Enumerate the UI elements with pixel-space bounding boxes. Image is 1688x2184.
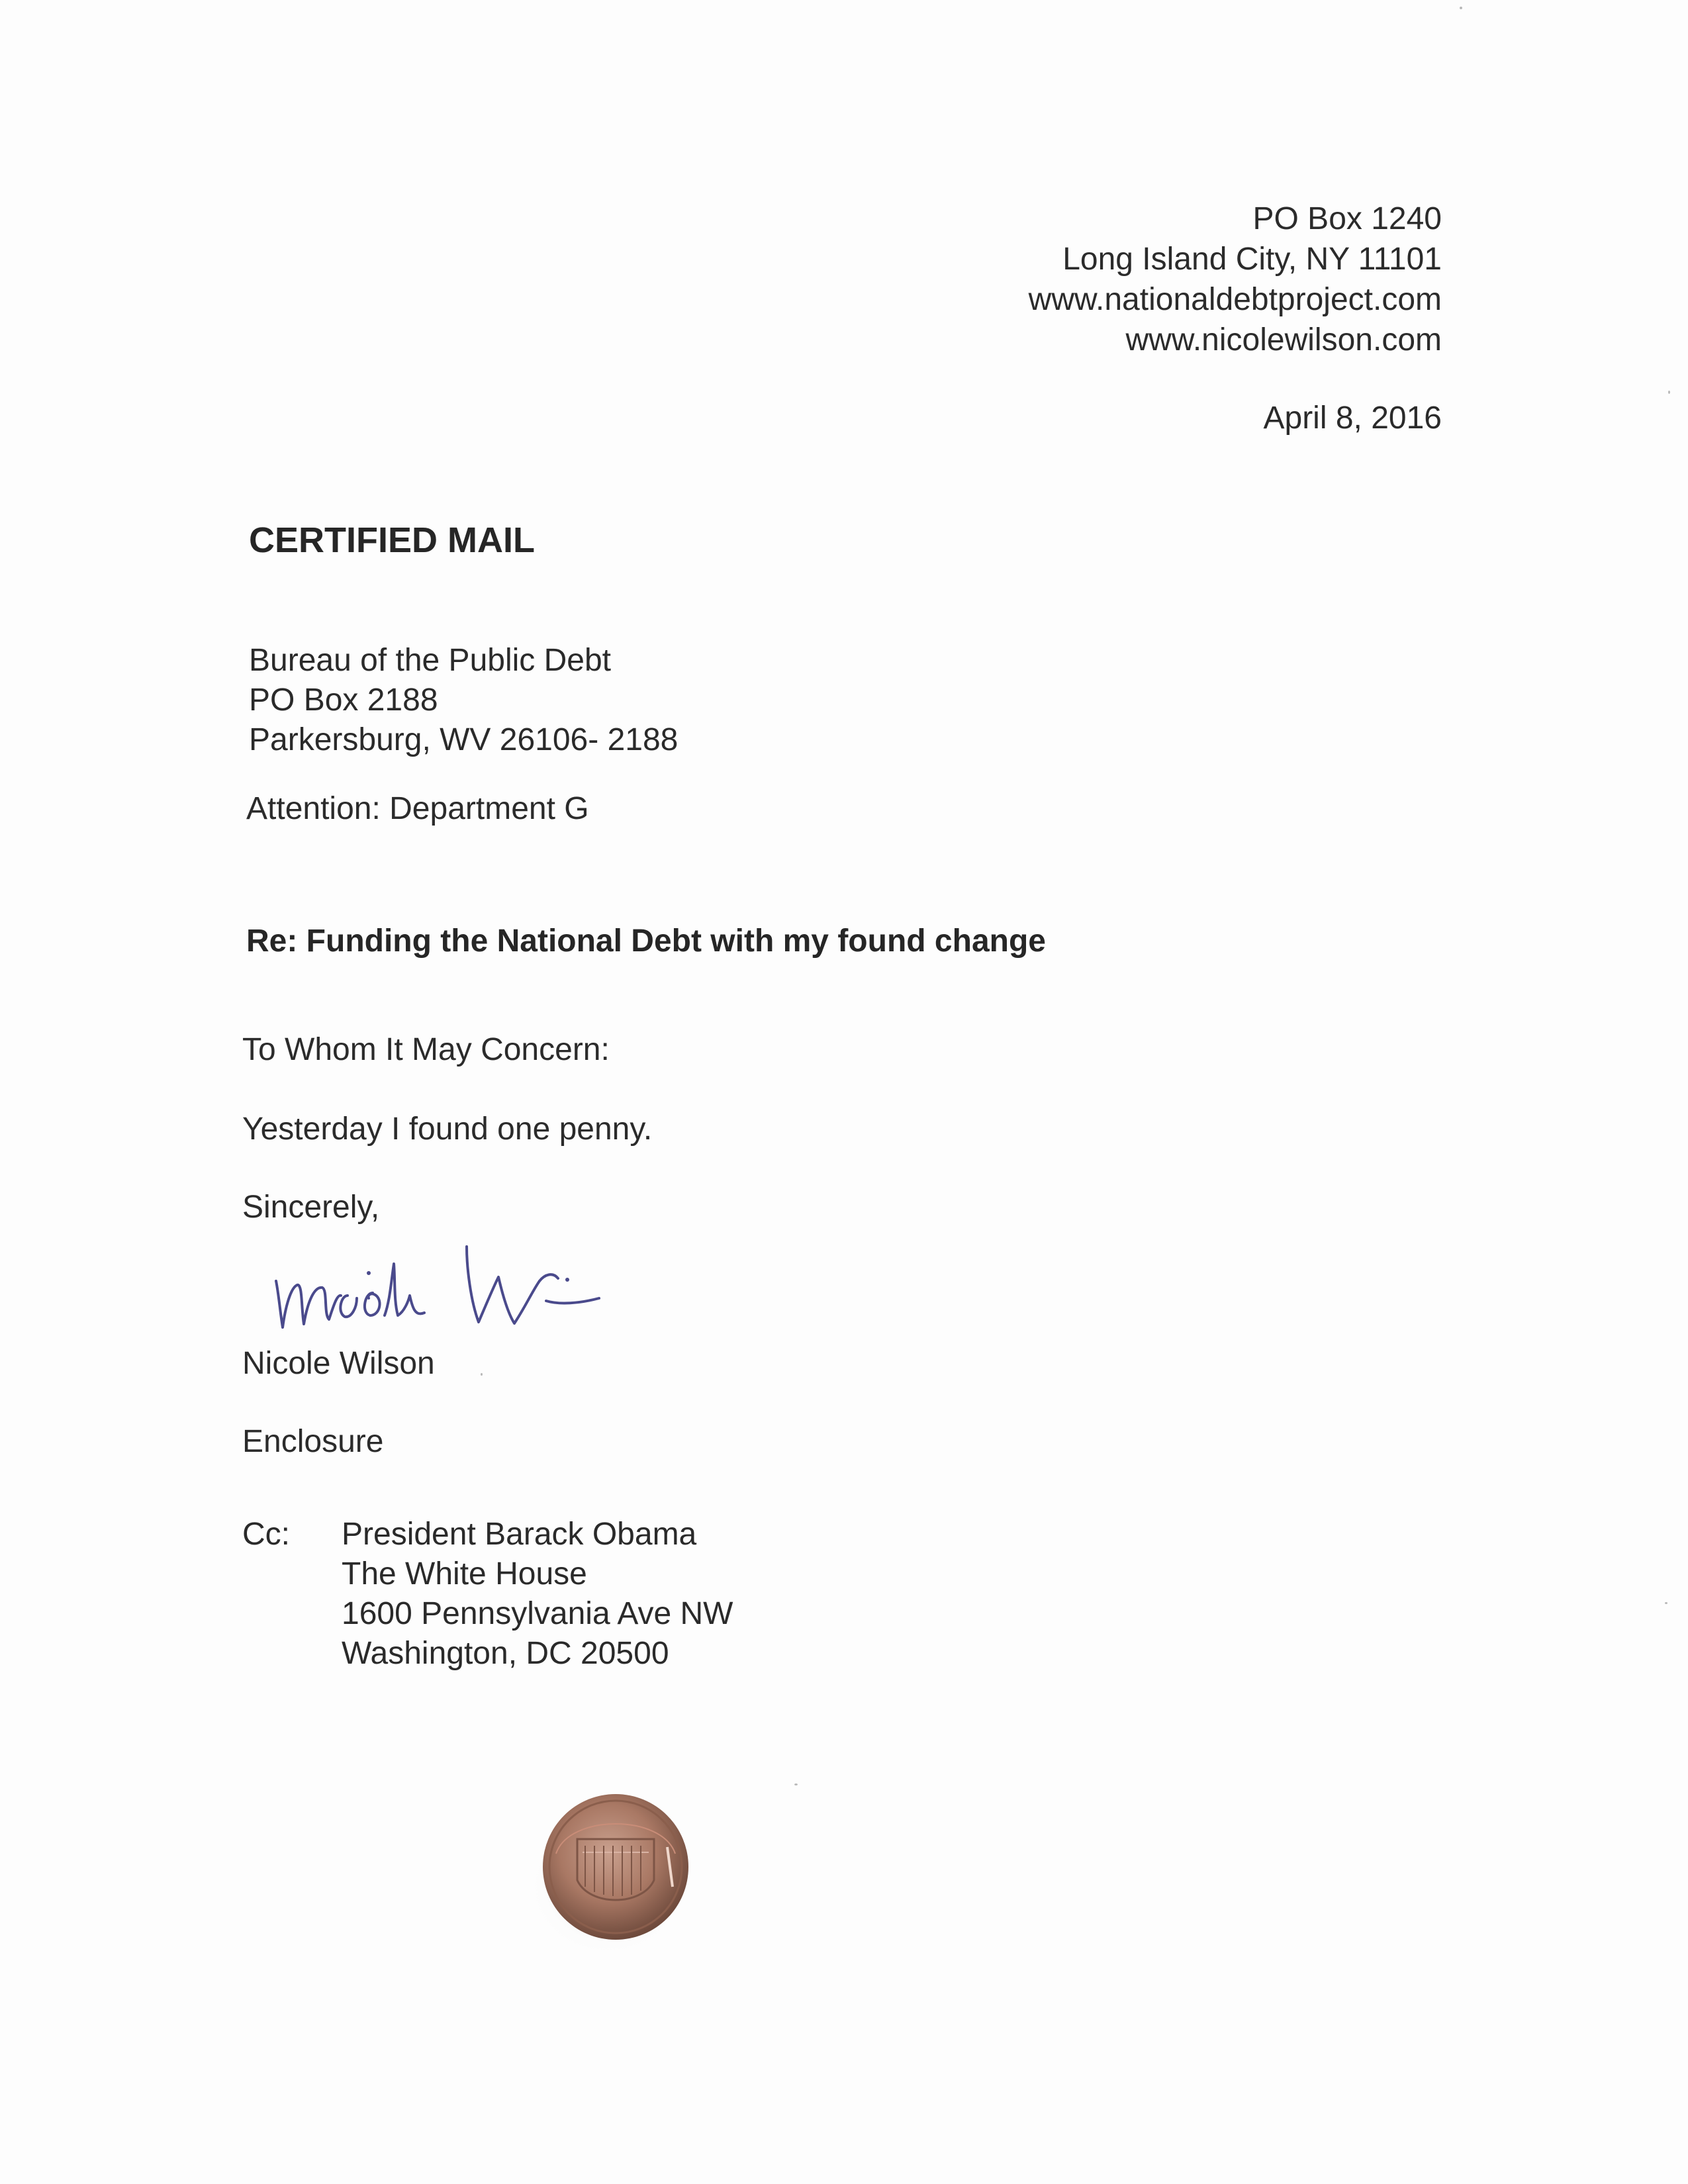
scan-speck <box>1460 7 1462 9</box>
signer-name: Nicole Wilson <box>242 1346 435 1381</box>
attention-line: Attention: Department G <box>246 791 589 826</box>
recipient-address-line: Bureau of the Public Debt <box>249 643 612 678</box>
penny-coin-icon <box>516 1774 715 1973</box>
recipient-address-line: PO Box 2188 <box>249 683 438 718</box>
body-message: Yesterday I found one penny. <box>242 1112 653 1147</box>
scan-speck <box>481 1373 483 1376</box>
recipient-address-line: Parkersburg, WV 26106- 2188 <box>249 722 679 757</box>
sender-address-line: PO Box 1240 <box>1252 201 1442 236</box>
sender-address-line: Long Island City, NY 11101 <box>1062 242 1442 277</box>
sender-address <box>1029 199 1442 360</box>
sender-website-link[interactable]: www.nicolewilson.com <box>1125 322 1442 357</box>
cc-label: Cc: <box>242 1517 290 1552</box>
sender-website-link[interactable]: www.nationaldebtproject.com <box>1028 282 1442 317</box>
enclosure-label: Enclosure <box>242 1424 384 1459</box>
subject-line: Re: Funding the National Debt with my found change <box>246 924 1046 959</box>
handwritten-signature <box>268 1235 626 1341</box>
certified-mail-heading: CERTIFIED MAIL <box>249 520 535 560</box>
recipient-address <box>249 641 678 760</box>
cc-address-line: 1600 Pennsylvania Ave NW <box>342 1596 733 1631</box>
scan-speck <box>1668 391 1670 394</box>
scan-speck <box>794 1783 798 1785</box>
cc-address-line: The White House <box>342 1556 587 1591</box>
letter-date: April 8, 2016 <box>1263 401 1442 436</box>
cc-address-line: President Barack Obama <box>342 1517 697 1552</box>
cc-address <box>342 1515 733 1674</box>
closing: Sincerely, <box>242 1190 380 1225</box>
cc-address-line: Washington, DC 20500 <box>342 1636 669 1671</box>
scan-speck <box>1665 1602 1667 1604</box>
salutation: To Whom It May Concern: <box>242 1032 610 1067</box>
